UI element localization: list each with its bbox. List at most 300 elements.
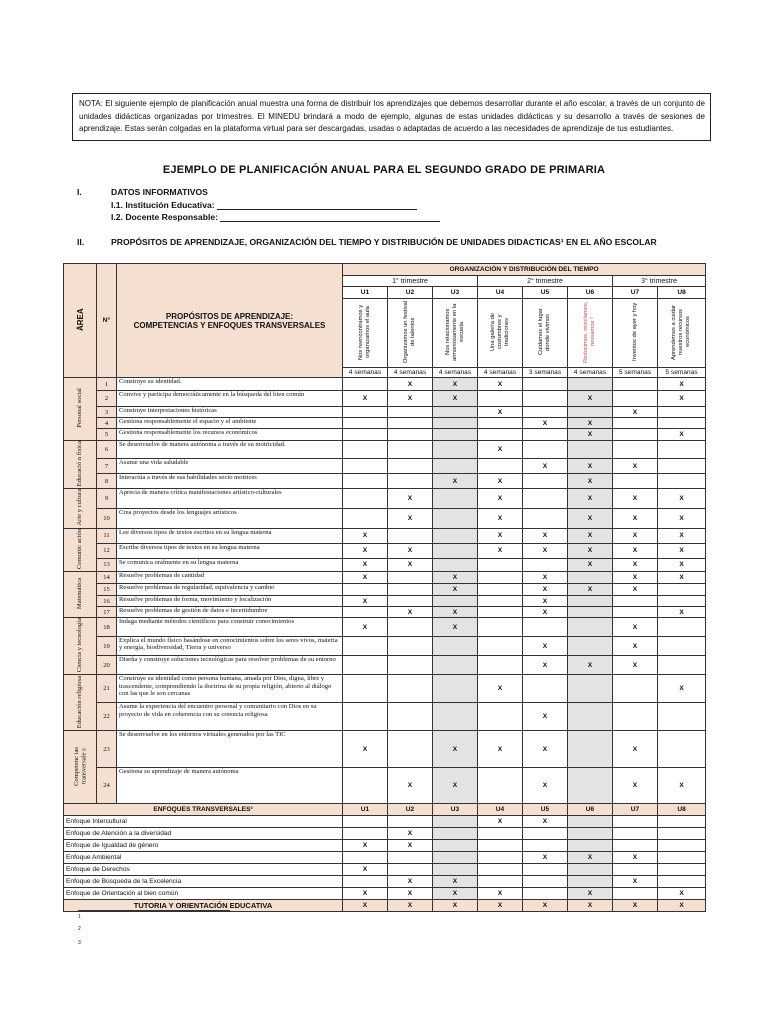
enfoque-mark[interactable] — [568, 816, 613, 828]
competency-mark[interactable] — [388, 618, 433, 637]
enfoque-mark[interactable] — [388, 852, 433, 864]
competency-mark[interactable] — [658, 618, 706, 637]
unit-u6: U6 — [568, 287, 613, 299]
competency-mark[interactable]: X — [568, 656, 613, 675]
competency-mark[interactable] — [433, 675, 478, 703]
competency-mark[interactable] — [658, 731, 706, 768]
area-cell — [64, 529, 97, 572]
competency-text: Asume una vida saludable — [117, 458, 343, 473]
competency-mark[interactable]: X — [478, 529, 523, 544]
competency-mark[interactable] — [568, 731, 613, 768]
tutoria-mark[interactable]: X — [388, 900, 433, 912]
competency-mark[interactable] — [388, 637, 433, 656]
competency-mark[interactable] — [388, 407, 433, 418]
competency-mark[interactable] — [523, 675, 568, 703]
area-cell — [64, 618, 97, 675]
competency-mark[interactable] — [388, 596, 433, 607]
competency-mark[interactable] — [568, 407, 613, 418]
enfoque-mark[interactable]: X — [658, 888, 706, 900]
competency-mark[interactable] — [613, 391, 658, 407]
competency-mark[interactable] — [433, 596, 478, 607]
enfoques-header: ENFOQUES TRANSVERSALES³ — [64, 804, 343, 816]
competency-row — [64, 474, 706, 489]
enfoque-mark[interactable] — [613, 840, 658, 852]
competency-mark[interactable] — [433, 441, 478, 459]
competency-mark[interactable]: X — [388, 489, 433, 509]
competency-mark[interactable] — [343, 378, 388, 391]
enfoque-mark[interactable] — [343, 852, 388, 864]
competency-mark[interactable] — [388, 656, 433, 675]
competency-mark[interactable]: X — [658, 378, 706, 391]
competency-mark[interactable] — [523, 429, 568, 441]
competency-mark[interactable]: X — [613, 529, 658, 544]
competency-mark[interactable] — [343, 474, 388, 489]
competency-mark[interactable] — [433, 656, 478, 675]
competency-row — [64, 558, 706, 572]
competency-mark[interactable]: X — [523, 543, 568, 558]
competency-mark[interactable]: X — [658, 767, 706, 804]
competency-mark[interactable] — [568, 767, 613, 804]
competency-mark[interactable]: X — [658, 675, 706, 703]
competency-mark[interactable] — [478, 607, 523, 618]
competency-mark[interactable]: X — [523, 458, 568, 473]
area-name: Matemática — [76, 578, 84, 610]
competency-mark[interactable] — [523, 474, 568, 489]
enfoque-mark[interactable] — [478, 840, 523, 852]
competency-mark[interactable]: X — [343, 529, 388, 544]
competency-mark[interactable]: X — [343, 596, 388, 607]
enfoque-mark[interactable] — [478, 864, 523, 876]
enfoque-mark[interactable]: X — [433, 888, 478, 900]
competency-mark[interactable] — [433, 458, 478, 473]
competency-mark[interactable]: X — [568, 458, 613, 473]
competency-mark[interactable]: X — [343, 618, 388, 637]
competency-mark[interactable] — [613, 429, 658, 441]
enfoque-mark[interactable] — [658, 840, 706, 852]
area-name: Educación religiosa — [76, 675, 84, 728]
competency-mark[interactable] — [658, 474, 706, 489]
competency-mark[interactable] — [523, 378, 568, 391]
enfoque-mark[interactable] — [613, 828, 658, 840]
enfoque-mark[interactable]: X — [478, 816, 523, 828]
competency-number: 10 — [97, 509, 117, 529]
enfoque-mark[interactable] — [478, 828, 523, 840]
competency-mark[interactable]: X — [658, 607, 706, 618]
area-name: Comunic ación — [76, 529, 84, 570]
competency-mark[interactable] — [478, 767, 523, 804]
competency-mark[interactable]: X — [433, 474, 478, 489]
enfoque-mark[interactable]: X — [523, 816, 568, 828]
competency-mark[interactable] — [658, 418, 706, 429]
competency-mark[interactable]: X — [388, 543, 433, 558]
competency-row — [64, 584, 706, 596]
enfoque-mark[interactable] — [343, 828, 388, 840]
competency-mark[interactable] — [568, 378, 613, 391]
tutoria-mark[interactable]: X — [343, 900, 388, 912]
unit-name-cell — [433, 299, 478, 368]
competency-mark[interactable] — [478, 572, 523, 584]
enfoque-mark[interactable] — [658, 828, 706, 840]
enfoque-text: Enfoque de Igualdad de género — [64, 840, 343, 852]
enfoque-mark[interactable] — [658, 876, 706, 888]
competency-mark[interactable] — [523, 489, 568, 509]
competency-mark[interactable] — [613, 607, 658, 618]
enfoque-mark[interactable] — [388, 864, 433, 876]
competency-mark[interactable] — [613, 675, 658, 703]
competency-mark[interactable]: X — [388, 378, 433, 391]
enfoque-mark[interactable] — [343, 876, 388, 888]
competency-mark[interactable] — [388, 529, 433, 544]
competency-mark[interactable] — [433, 558, 478, 572]
competency-mark[interactable]: X — [613, 731, 658, 768]
competency-mark[interactable] — [343, 584, 388, 596]
enfoque-mark[interactable]: X — [613, 852, 658, 864]
enfoque-mark[interactable] — [568, 864, 613, 876]
competency-number: 6 — [97, 441, 117, 459]
enfoque-mark[interactable] — [523, 864, 568, 876]
competency-mark[interactable]: X — [343, 731, 388, 768]
competency-mark[interactable] — [433, 543, 478, 558]
competency-mark[interactable]: X — [568, 489, 613, 509]
unit-name-cell — [658, 299, 706, 368]
field-docente-blank[interactable] — [220, 212, 440, 222]
competency-text: Interactúa a través de sus habilidades socio motrices — [117, 474, 343, 489]
enfoque-mark[interactable] — [478, 852, 523, 864]
competency-mark[interactable] — [568, 441, 613, 459]
tutoria-mark[interactable]: X — [523, 900, 568, 912]
competency-mark[interactable]: X — [613, 543, 658, 558]
competency-mark[interactable] — [523, 618, 568, 637]
enfoque-row — [64, 864, 706, 876]
competency-mark[interactable] — [388, 429, 433, 441]
competency-mark[interactable] — [343, 441, 388, 459]
competency-mark[interactable] — [433, 489, 478, 509]
competency-mark[interactable] — [658, 656, 706, 675]
enfoque-mark[interactable] — [568, 828, 613, 840]
enfoque-mark[interactable]: X — [343, 888, 388, 900]
competency-mark[interactable] — [388, 474, 433, 489]
competency-mark[interactable] — [343, 489, 388, 509]
competency-mark[interactable] — [568, 637, 613, 656]
competency-mark[interactable]: X — [388, 509, 433, 529]
competency-mark[interactable]: X — [568, 543, 613, 558]
competency-mark[interactable]: X — [568, 584, 613, 596]
enfoque-mark[interactable] — [388, 816, 433, 828]
competency-mark[interactable] — [523, 391, 568, 407]
tutoria-mark[interactable]: X — [478, 900, 523, 912]
competency-row — [64, 675, 706, 703]
competency-mark[interactable] — [343, 675, 388, 703]
tutoria-mark[interactable]: X — [568, 900, 613, 912]
enfoque-mark[interactable] — [343, 816, 388, 828]
competency-mark[interactable] — [343, 407, 388, 418]
competency-mark[interactable]: X — [433, 607, 478, 618]
competency-mark[interactable]: X — [658, 543, 706, 558]
competency-mark[interactable] — [523, 509, 568, 529]
enfoque-mark[interactable]: X — [613, 876, 658, 888]
competency-mark[interactable]: X — [478, 731, 523, 768]
competency-mark[interactable]: X — [388, 391, 433, 407]
competency-mark[interactable]: X — [343, 391, 388, 407]
competency-mark[interactable]: X — [568, 474, 613, 489]
tutoria-mark[interactable]: X — [433, 900, 478, 912]
area-name: Personal social — [76, 388, 84, 428]
competency-mark[interactable] — [433, 407, 478, 418]
enfoques-unit: U2 — [388, 804, 433, 816]
competency-mark[interactable]: X — [478, 543, 523, 558]
enfoque-mark[interactable] — [658, 864, 706, 876]
competency-mark[interactable] — [388, 675, 433, 703]
competency-row — [64, 407, 706, 418]
competency-mark[interactable] — [478, 703, 523, 731]
competency-mark[interactable]: X — [388, 607, 433, 618]
competency-mark[interactable] — [343, 458, 388, 473]
competency-mark[interactable]: X — [523, 656, 568, 675]
competency-mark[interactable]: X — [433, 618, 478, 637]
competency-mark[interactable] — [568, 703, 613, 731]
competency-mark[interactable]: X — [613, 637, 658, 656]
note-box: NOTA: El siguiente ejemplo de planificación anual muestra una forma de distribuir los aprendizajes que debemos desarrollar durante el año escolar, a través de un conjunto de unidades didácticas organizadas por trimestres. El MINEDU brindará a modo de ejemplo, algunas de estas unidades didácticas y su desarrollo a través de sesiones de aprendizaje. Estas serán colgadas en la plataforma virtual para ser descargadas, usadas o adaptadas de acuerdo a las necesidades de aprendizaje de tus estudiantes. — [72, 93, 711, 141]
competency-mark[interactable] — [433, 429, 478, 441]
competency-mark[interactable]: X — [433, 391, 478, 407]
competency-number: 14 — [97, 572, 117, 584]
competency-mark[interactable]: X — [478, 489, 523, 509]
competency-mark[interactable] — [613, 703, 658, 731]
enfoque-mark[interactable] — [523, 840, 568, 852]
competency-mark[interactable] — [388, 731, 433, 768]
competency-number: 1 — [97, 378, 117, 391]
competency-mark[interactable] — [568, 596, 613, 607]
competency-mark[interactable] — [568, 618, 613, 637]
competency-mark[interactable]: X — [523, 703, 568, 731]
competency-mark[interactable]: X — [433, 767, 478, 804]
enfoque-mark[interactable]: X — [388, 828, 433, 840]
enfoque-mark[interactable] — [568, 840, 613, 852]
competency-mark[interactable]: X — [658, 429, 706, 441]
competency-mark[interactable]: X — [478, 675, 523, 703]
competency-mark[interactable] — [658, 441, 706, 459]
competency-mark[interactable]: X — [523, 529, 568, 544]
competency-mark[interactable] — [523, 407, 568, 418]
tutoria-text: TUTORIA Y ORIENTACIÓN EDUCATIVA — [64, 900, 343, 912]
competency-mark[interactable] — [388, 572, 433, 584]
enfoque-mark[interactable] — [433, 828, 478, 840]
enfoque-mark[interactable]: X — [343, 864, 388, 876]
enfoque-mark[interactable]: X — [568, 888, 613, 900]
competency-mark[interactable] — [568, 675, 613, 703]
competency-mark[interactable] — [613, 418, 658, 429]
competency-mark[interactable]: X — [658, 558, 706, 572]
competency-mark[interactable] — [568, 572, 613, 584]
competency-mark[interactable] — [613, 378, 658, 391]
competency-mark[interactable]: X — [568, 429, 613, 441]
competency-mark[interactable]: X — [523, 418, 568, 429]
enfoque-mark[interactable]: X — [388, 888, 433, 900]
competency-mark[interactable] — [433, 509, 478, 529]
competency-number: 19 — [97, 637, 117, 656]
competency-mark[interactable] — [613, 474, 658, 489]
competency-mark[interactable] — [658, 458, 706, 473]
competency-mark[interactable]: X — [433, 572, 478, 584]
enfoque-mark[interactable] — [613, 888, 658, 900]
enfoque-mark[interactable]: X — [523, 852, 568, 864]
enfoque-mark[interactable]: X — [433, 876, 478, 888]
competency-mark[interactable] — [478, 391, 523, 407]
competency-mark[interactable]: X — [658, 489, 706, 509]
enfoque-mark[interactable] — [658, 852, 706, 864]
competency-mark[interactable]: X — [478, 509, 523, 529]
competency-mark[interactable]: X — [568, 558, 613, 572]
enfoque-mark[interactable] — [433, 864, 478, 876]
enfoque-mark[interactable]: X — [343, 840, 388, 852]
n-header: N° — [97, 264, 117, 378]
competency-mark[interactable] — [433, 418, 478, 429]
competency-mark[interactable] — [478, 656, 523, 675]
competency-mark[interactable] — [478, 584, 523, 596]
competency-mark[interactable] — [478, 596, 523, 607]
competency-mark[interactable] — [478, 618, 523, 637]
enfoque-mark[interactable] — [433, 840, 478, 852]
competency-mark[interactable]: X — [343, 543, 388, 558]
competency-mark[interactable] — [658, 703, 706, 731]
unit-weeks: 4 semanas — [568, 368, 613, 378]
competency-mark[interactable] — [388, 584, 433, 596]
competency-mark[interactable]: X — [568, 418, 613, 429]
enfoque-mark[interactable] — [613, 816, 658, 828]
competency-mark[interactable] — [478, 558, 523, 572]
competency-mark[interactable] — [343, 703, 388, 731]
tutoria-mark[interactable]: X — [613, 900, 658, 912]
competency-mark[interactable]: X — [613, 458, 658, 473]
competency-mark[interactable]: X — [613, 584, 658, 596]
competency-mark[interactable]: X — [343, 558, 388, 572]
competency-text: Indaga mediante métodos científicos para construir conocimientos — [117, 618, 343, 637]
org-header: ORGANIZACIÓN Y DISTRIBUCIÓN DEL TIEMPO — [343, 264, 706, 276]
competency-mark[interactable]: X — [568, 509, 613, 529]
enfoque-mark[interactable] — [433, 852, 478, 864]
competency-mark[interactable]: X — [613, 407, 658, 418]
competency-mark[interactable] — [388, 418, 433, 429]
competency-mark[interactable] — [343, 767, 388, 804]
competency-mark[interactable] — [658, 584, 706, 596]
competency-mark[interactable]: X — [523, 596, 568, 607]
competency-mark[interactable]: X — [658, 529, 706, 544]
competency-mark[interactable] — [658, 637, 706, 656]
competency-row — [64, 489, 706, 509]
competency-mark[interactable]: X — [523, 572, 568, 584]
competency-mark[interactable] — [568, 607, 613, 618]
competency-mark[interactable]: X — [613, 509, 658, 529]
enfoque-mark[interactable] — [433, 816, 478, 828]
competency-mark[interactable]: X — [478, 407, 523, 418]
enfoque-mark[interactable]: X — [388, 840, 433, 852]
enfoque-mark[interactable] — [568, 876, 613, 888]
competency-mark[interactable] — [658, 596, 706, 607]
competency-mark[interactable] — [613, 441, 658, 459]
competency-mark[interactable] — [343, 509, 388, 529]
footnote-1: 1 — [78, 914, 81, 920]
competency-mark[interactable] — [658, 407, 706, 418]
competency-row — [64, 731, 706, 768]
competency-mark[interactable]: X — [478, 474, 523, 489]
enfoque-mark[interactable] — [478, 876, 523, 888]
enfoque-mark[interactable] — [613, 864, 658, 876]
unit-weeks: 5 semanas — [658, 368, 706, 378]
competency-mark[interactable]: X — [658, 509, 706, 529]
competency-mark[interactable]: X — [568, 529, 613, 544]
competency-mark[interactable] — [343, 637, 388, 656]
competency-mark[interactable]: X — [388, 767, 433, 804]
enfoque-mark[interactable]: X — [568, 852, 613, 864]
unit-u4: U4 — [478, 287, 523, 299]
competency-mark[interactable]: X — [523, 637, 568, 656]
competency-mark[interactable]: X — [613, 656, 658, 675]
competency-mark[interactable]: X — [343, 572, 388, 584]
tutoria-mark[interactable]: X — [658, 900, 706, 912]
competency-mark[interactable] — [478, 418, 523, 429]
enfoque-mark[interactable]: X — [388, 876, 433, 888]
competency-mark[interactable]: X — [613, 767, 658, 804]
competency-mark[interactable] — [343, 418, 388, 429]
competency-mark[interactable]: X — [523, 607, 568, 618]
competency-mark[interactable]: X — [433, 584, 478, 596]
enfoque-mark[interactable] — [658, 816, 706, 828]
competency-mark[interactable]: X — [658, 572, 706, 584]
competency-mark[interactable] — [433, 637, 478, 656]
competency-mark[interactable] — [613, 596, 658, 607]
competency-mark[interactable] — [523, 441, 568, 459]
competency-mark[interactable] — [343, 656, 388, 675]
unit-name-cell — [568, 299, 613, 368]
competency-mark[interactable]: X — [613, 558, 658, 572]
competency-mark[interactable]: X — [658, 391, 706, 407]
competency-mark[interactable]: X — [433, 378, 478, 391]
competency-text: Convive y participa democráticamente en la búsqueda del bien común — [117, 391, 343, 407]
competency-mark[interactable] — [343, 429, 388, 441]
competency-mark[interactable]: X — [523, 584, 568, 596]
competency-mark[interactable]: X — [433, 731, 478, 768]
competency-text: Resuelve problemas de cantidad — [117, 572, 343, 584]
competency-mark[interactable]: X — [568, 391, 613, 407]
competency-mark[interactable]: X — [478, 378, 523, 391]
competency-mark[interactable] — [433, 529, 478, 544]
competency-mark[interactable]: X — [478, 441, 523, 459]
competency-mark[interactable] — [343, 607, 388, 618]
enfoque-mark[interactable] — [523, 888, 568, 900]
competency-mark[interactable]: X — [388, 558, 433, 572]
competency-mark[interactable] — [388, 458, 433, 473]
competency-mark[interactable] — [433, 703, 478, 731]
enfoque-mark[interactable]: X — [478, 888, 523, 900]
competency-mark[interactable] — [523, 558, 568, 572]
competency-mark[interactable]: X — [613, 489, 658, 509]
field-institucion-blank[interactable] — [217, 200, 417, 210]
competency-mark[interactable] — [478, 458, 523, 473]
enfoque-text: Enfoque Intercultural — [64, 816, 343, 828]
competency-mark[interactable] — [478, 429, 523, 441]
enfoque-mark[interactable] — [523, 876, 568, 888]
enfoque-mark[interactable] — [523, 828, 568, 840]
competency-mark[interactable] — [478, 637, 523, 656]
competency-mark[interactable]: X — [523, 731, 568, 768]
competency-mark[interactable] — [388, 703, 433, 731]
competency-mark[interactable]: X — [613, 618, 658, 637]
competency-number: 13 — [97, 558, 117, 572]
competency-mark[interactable]: X — [523, 767, 568, 804]
competency-text: Lee diversos tipos de textos escritos en su lengua materna — [117, 529, 343, 544]
competency-mark[interactable]: X — [613, 572, 658, 584]
competency-mark[interactable] — [388, 441, 433, 459]
